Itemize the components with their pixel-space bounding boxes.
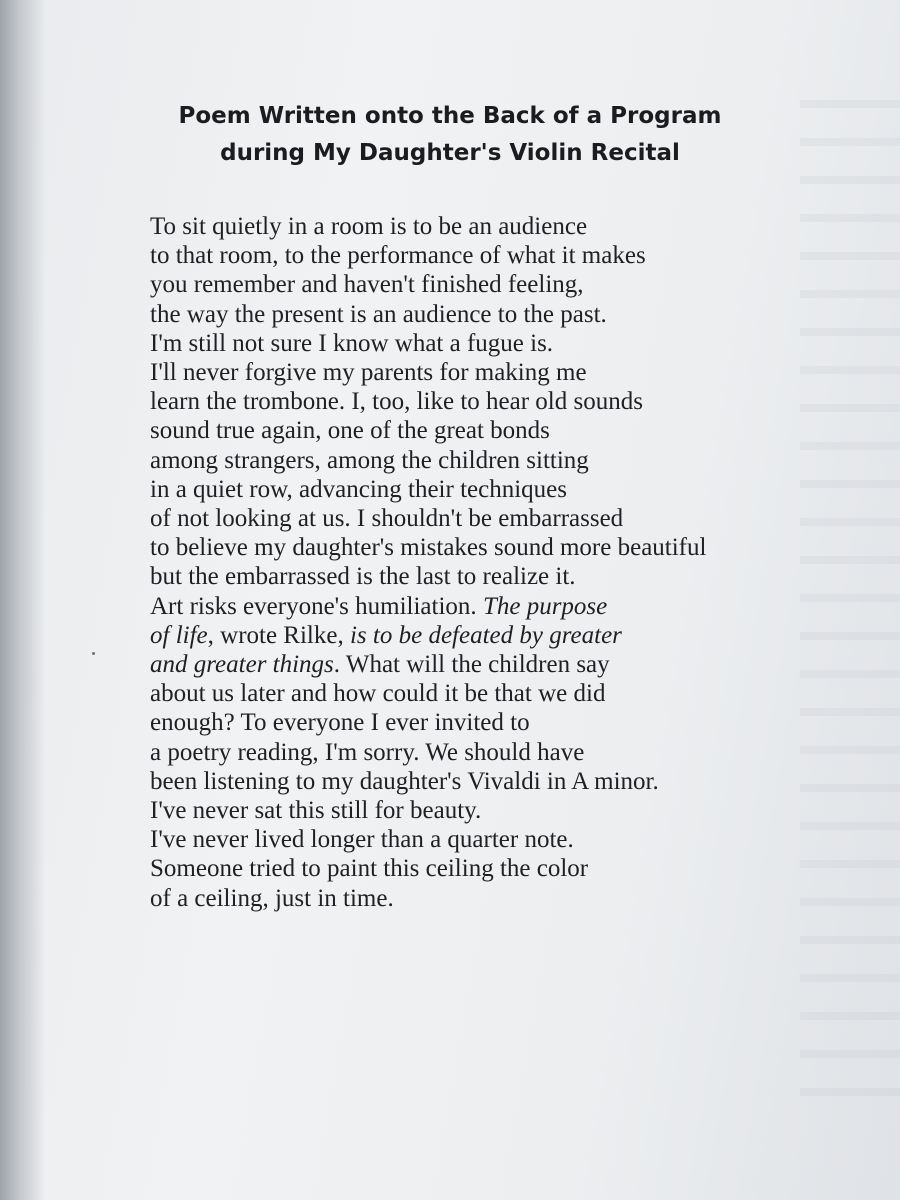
poem-line bbox=[150, 650, 850, 679]
poem-line bbox=[150, 825, 850, 854]
poem-text: To sit quietly in a room is to be an audience bbox=[150, 213, 588, 240]
poem-line bbox=[150, 475, 850, 504]
poem-line bbox=[150, 241, 850, 270]
poem-text: Art risks everyone's humiliation. bbox=[150, 592, 483, 620]
poem-text: but the embarrassed is the last to realize it. bbox=[150, 563, 576, 591]
poem-line bbox=[150, 300, 850, 329]
poem-text: sound true again, one of the great bonds bbox=[150, 417, 550, 445]
poem-line bbox=[150, 884, 850, 913]
poem-line bbox=[150, 738, 850, 767]
poem-text: of not looking at us. I shouldn't be embarrassed bbox=[150, 505, 624, 533]
poem-line bbox=[150, 592, 850, 621]
poem-line bbox=[150, 854, 850, 883]
poem-line bbox=[150, 446, 850, 475]
poem-text: you remember and haven't finished feeling, bbox=[150, 271, 584, 299]
poem-title bbox=[120, 98, 780, 172]
poem-line bbox=[150, 212, 850, 241]
poem-text: learn the trombone. I, too, like to hear old sounds bbox=[150, 388, 643, 416]
poem-line bbox=[150, 358, 850, 387]
poem-text: a poetry reading, I'm sorry. We should have bbox=[150, 738, 585, 766]
poem-line bbox=[150, 679, 850, 708]
poem-text: I'm still not sure I know what a fugue is. bbox=[150, 329, 554, 357]
poem-line bbox=[150, 796, 850, 825]
poem-title-line: Poem Written onto the Back of a Program bbox=[178, 103, 722, 129]
poem-line bbox=[150, 767, 850, 796]
poem-line bbox=[150, 504, 850, 533]
poem-line bbox=[150, 416, 850, 445]
poem-line bbox=[150, 562, 850, 591]
poem-body bbox=[150, 212, 850, 913]
poem-text: . What will the children say bbox=[333, 651, 610, 679]
poem-text: I'll never forgive my parents for making me bbox=[150, 359, 587, 387]
poem-line bbox=[150, 533, 850, 562]
poem-text: the way the present is an audience to the past. bbox=[150, 300, 607, 328]
poem-text: of a ceiling, just in time. bbox=[150, 884, 394, 912]
poem-italic-text: is to be defeated by greater bbox=[349, 621, 622, 649]
poem-text: Someone tried to paint this ceiling the color bbox=[150, 855, 589, 883]
poem-text: I've never lived longer than a quarter note. bbox=[150, 826, 574, 854]
paper-speck bbox=[92, 652, 95, 655]
poem-title-line: during My Daughter's Violin Recital bbox=[220, 140, 680, 166]
poem-text: among strangers, among the children sitting bbox=[150, 446, 589, 474]
poem-text: been listening to my daughter's Vivaldi in A minor. bbox=[150, 767, 659, 795]
poem-italic-text: of life bbox=[150, 621, 208, 649]
poem-line bbox=[150, 387, 850, 416]
poem-text: enough? To everyone I ever invited to bbox=[150, 709, 530, 737]
poem-line bbox=[150, 329, 850, 358]
book-gutter-shadow bbox=[0, 0, 46, 1200]
poem-text: about us later and how could it be that we did bbox=[150, 680, 606, 708]
poem-text: to that room, to the performance of what it makes bbox=[150, 242, 646, 270]
poem-italic-text: and greater things bbox=[150, 651, 334, 679]
poem-line bbox=[150, 270, 850, 299]
poem-italic-text: The purpose bbox=[482, 592, 608, 620]
poem-text: to believe my daughter's mistakes sound more beautiful bbox=[150, 534, 707, 562]
poem-text: in a quiet row, advancing their techniques bbox=[150, 475, 567, 503]
poem-line bbox=[150, 621, 850, 650]
poem-text: I've never sat this still for beauty. bbox=[150, 797, 482, 825]
poem-line bbox=[150, 708, 850, 737]
poem-text: , wrote Rilke, bbox=[207, 621, 350, 649]
